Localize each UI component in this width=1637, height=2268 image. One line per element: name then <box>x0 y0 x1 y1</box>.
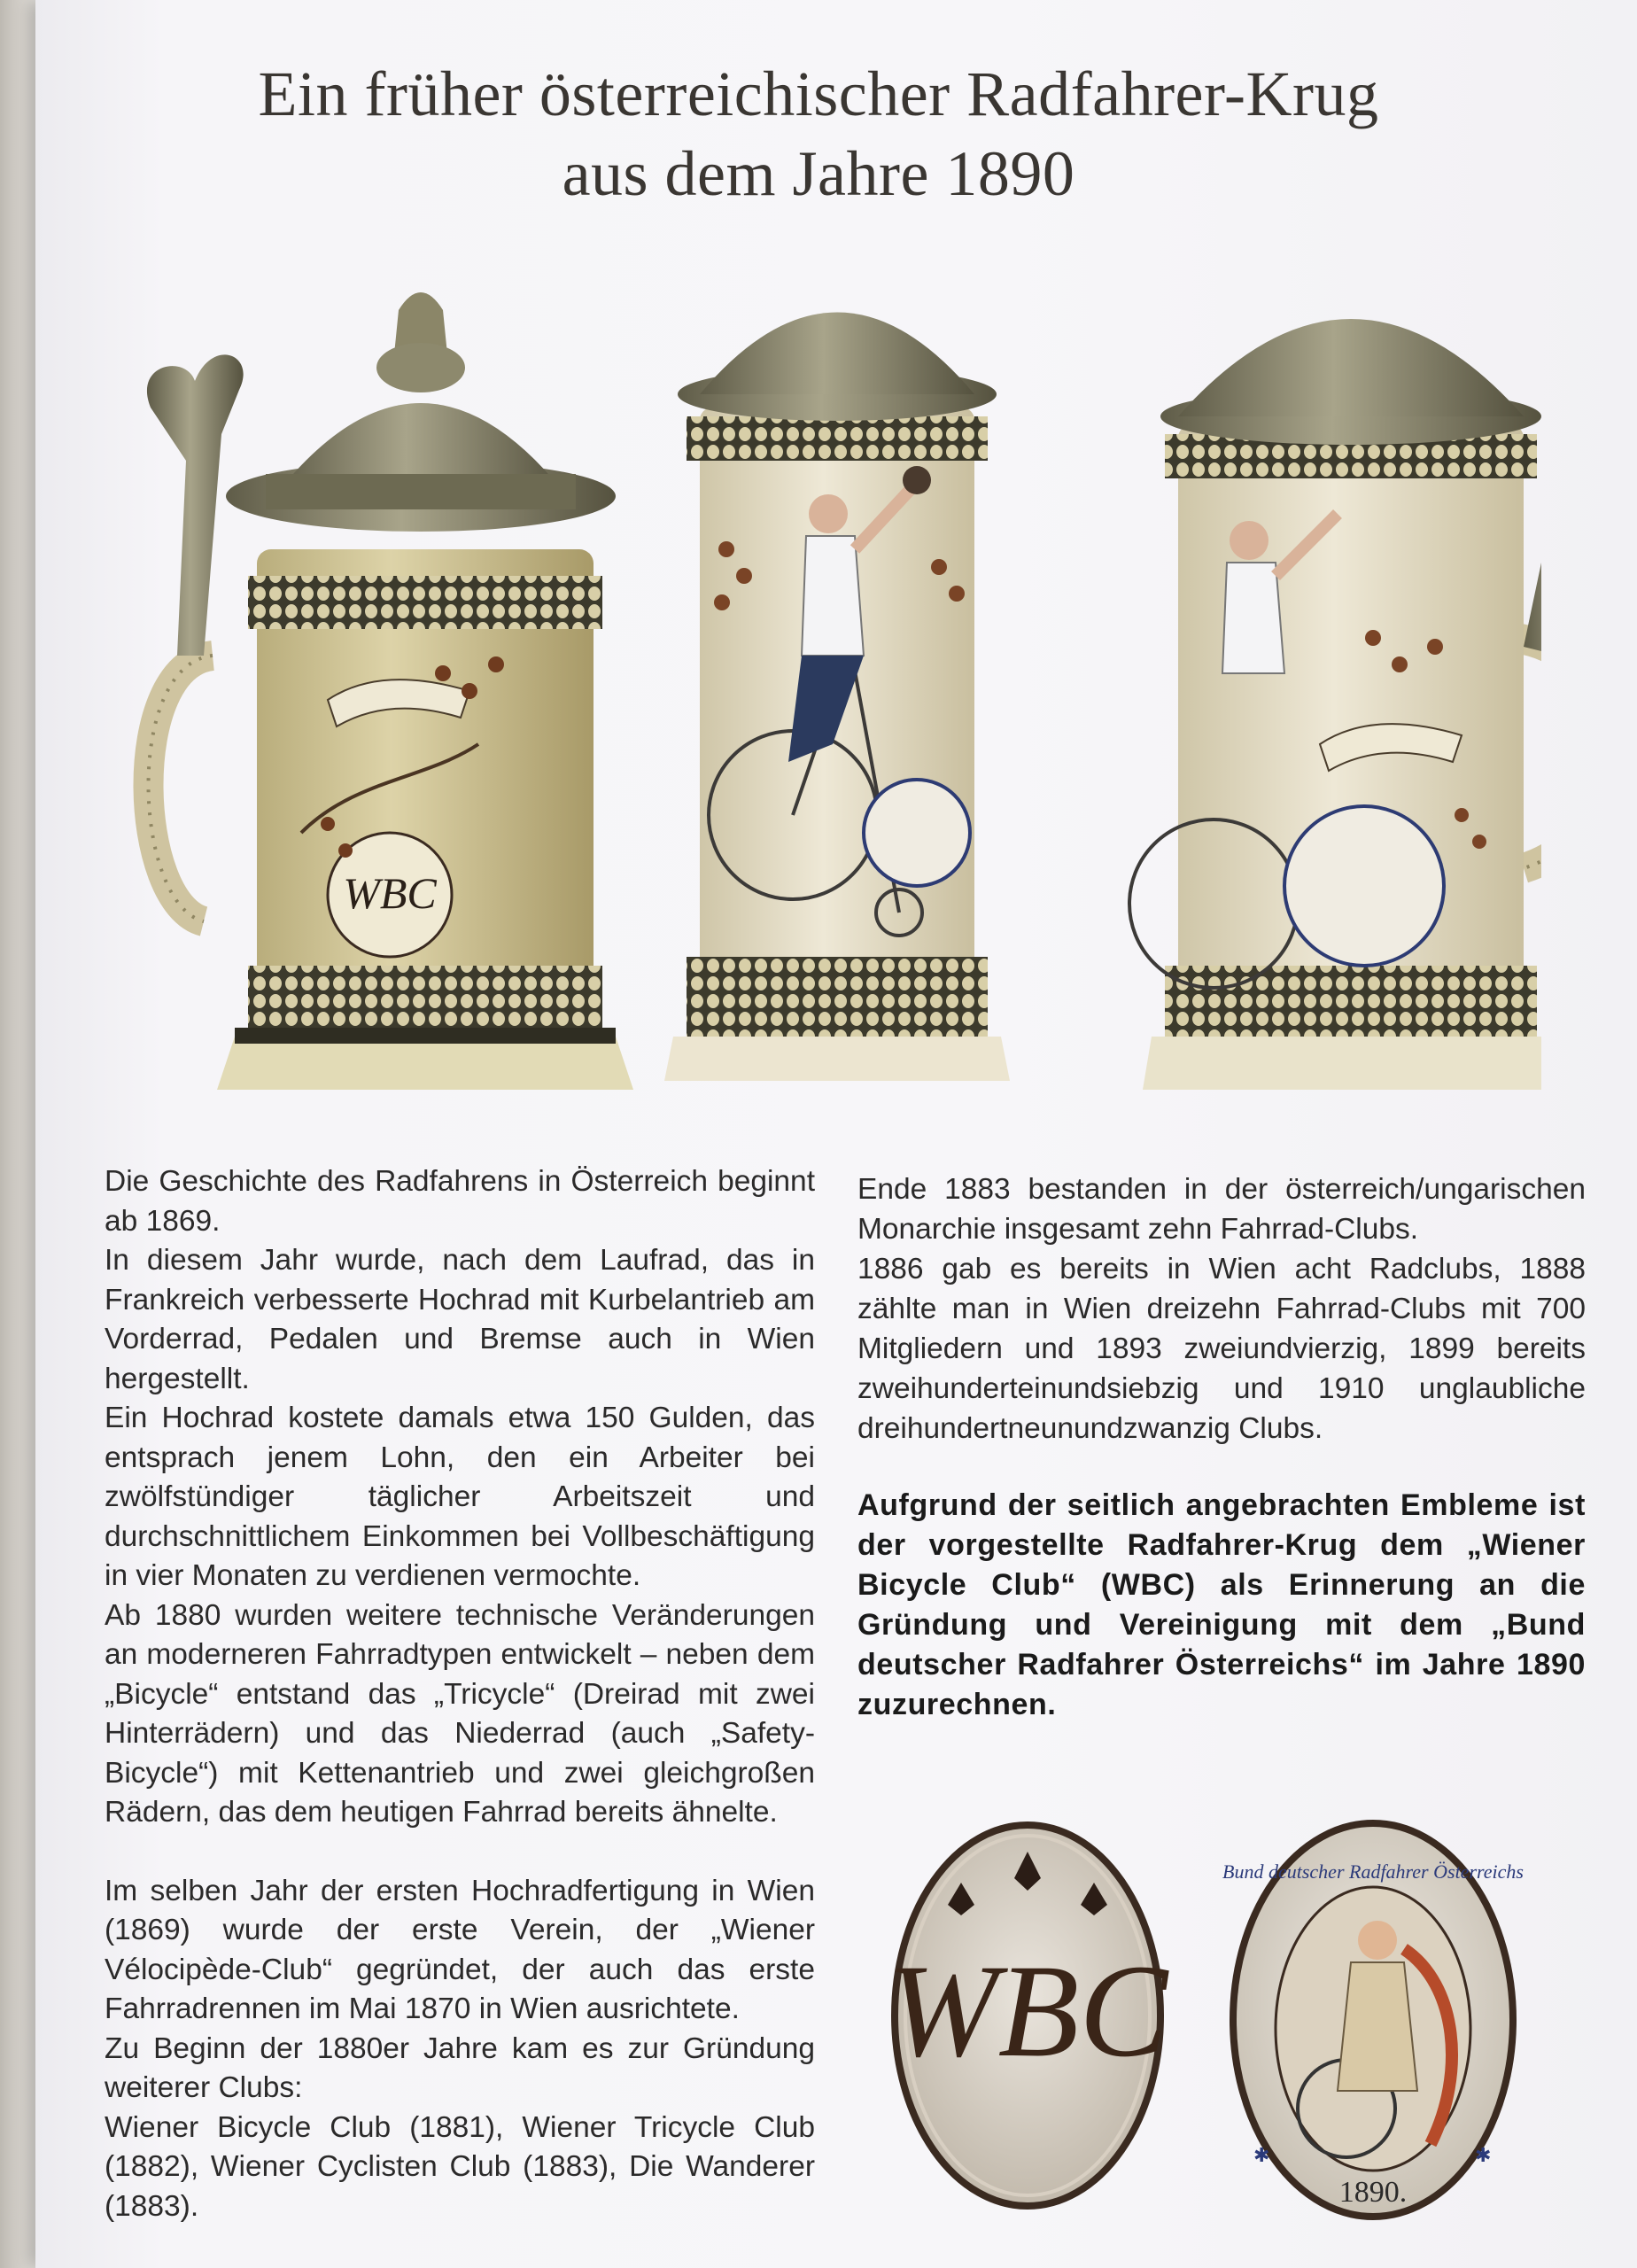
paragraph: In diesem Jahr wurde, nach dem Laufrad, das in Frankreich verbesserte Hochrad mit Kurbelantrieb am Vorderrad, Pedalen und Bremse auch in Wien hergestellt. <box>105 1244 815 1395</box>
stein-illustrations <box>124 284 1541 1107</box>
emblem-illustrations <box>886 1798 1524 2241</box>
stein-left-monogram: WBC <box>343 868 437 918</box>
star-icon: ✱ <box>1253 2145 1270 2167</box>
stein-photos <box>124 284 1541 1107</box>
stein-middle <box>664 284 1010 1081</box>
emblem-year: 1890. <box>1338 2176 1408 2209</box>
emblem-arc-text: Bund deutscher Radfahrer Österreichs <box>1222 1860 1524 1883</box>
paragraph-gap <box>105 1833 815 1872</box>
page-title-line1: Ein früher österreichischer Radfahrer-Krug <box>258 58 1379 129</box>
paragraph: 1886 gab es bereits in Wien acht Radclubs, 1888 zählte man in Wien dreizehn Fahrrad-Clubs mit 700 Mitgliedern und 1893 zweiundvierzig, 1899 bereits zweihunderteinundsiebzig und 1910 unglaubliche dreihundertneunundzwanzig Clubs. <box>857 1253 1586 1445</box>
paragraph: Ab 1880 wurden weitere technische Veränderungen an moderneren Fahrradtypen entwickelt – neben dem „Bicycle“ entstand das „Tricycle“ (Dreirad mit zwei Hinterrädern) und das Niederrad (auch „Safety-Bicycle“) mit Kettenantrieb und zwei gleichgroßen Rädern, das dem heutigen Fahrrad bereits ähnelte. <box>105 1598 815 1829</box>
bdr-emblem <box>1222 1823 1524 2217</box>
stein-right <box>1129 284 1541 1090</box>
paragraph: Ende 1883 bestanden in der österreich/ungarischen Monarchie insgesamt zehn Fahrrad-Clubs. <box>857 1173 1586 1246</box>
right-text-column <box>857 1169 1586 1725</box>
paragraph: Wiener Bicycle Club (1881), Wiener Tricycle Club (1882), Wiener Cyclisten Club (1883), Die Wanderer (1883). <box>105 2110 815 2223</box>
paragraph: Im selben Jahr der ersten Hochradfertigung in Wien (1869) wurde der erste Verein, der „Wiener Vélocipède-Club“ gegründet, der auch das erste Fahrradrennen im Mai 1870 in Wien ausrichtete. <box>105 1874 815 2025</box>
stein-left <box>147 292 633 1090</box>
emblem-closeups <box>886 1798 1524 2241</box>
star-icon: ✱ <box>1475 2145 1492 2167</box>
bold-conclusion-paragraph: Aufgrund der seitlich angebrachten Embleme ist der vorgestellte Radfahrer-Krug dem „Wiener Bicycle Club“ (WBC) als Erinnerung an die Gründung und Vereinigung mit dem „Bund deutscher Radfahrer Österreichs“ im Jahre 1890 zuzurechnen. <box>857 1488 1586 1721</box>
left-text-column <box>105 1162 815 2226</box>
paragraph: Zu Beginn der 1880er Jahre kam es zur Gründung weiterer Clubs: <box>105 2031 815 2104</box>
paragraph: Die Geschichte des Radfahrens in Österreich beginnt ab 1869. <box>105 1165 815 1238</box>
wbc-emblem <box>888 1825 1170 2206</box>
emblem-monogram: WBC <box>887 1938 1168 2085</box>
book-spine-shadow <box>0 0 35 2268</box>
paragraph: Ein Hochrad kostete damals etwa 150 Gulden, das entsprach jenem Lohn, den ein Arbeiter bei zwölfstündiger täglicher Arbeitszeit und durchschnittlichem Einkommen bei Vollbeschäftigung in vier Monaten zu verdienen vermochte. <box>105 1402 815 1592</box>
page-title-line2: aus dem Jahre 1890 <box>562 138 1075 209</box>
